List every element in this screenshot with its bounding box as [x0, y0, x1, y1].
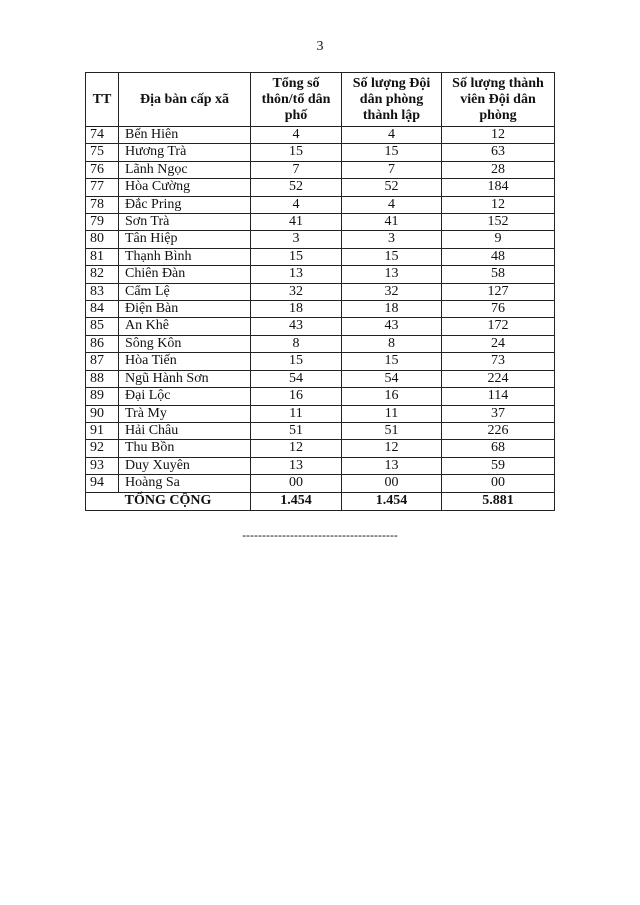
cell-teams: 4 — [342, 196, 442, 213]
cell-tt: 85 — [86, 318, 119, 335]
cell-members: 28 — [442, 161, 555, 178]
cell-tt: 80 — [86, 231, 119, 248]
table-row — [86, 144, 555, 161]
cell-villages: 8 — [251, 335, 342, 352]
cell-members: 12 — [442, 196, 555, 213]
cell-members: 224 — [442, 370, 555, 387]
cell-teams: 18 — [342, 301, 442, 318]
cell-area-name: Chiên Đàn — [119, 266, 251, 283]
cell-members: 48 — [442, 248, 555, 265]
cell-teams: 43 — [342, 318, 442, 335]
cell-area-name: Đại Lộc — [119, 388, 251, 405]
cell-tt: 91 — [86, 422, 119, 439]
cell-villages: 3 — [251, 231, 342, 248]
cell-tt: 76 — [86, 161, 119, 178]
cell-tt: 88 — [86, 370, 119, 387]
cell-area-name: Tân Hiệp — [119, 231, 251, 248]
cell-teams: 12 — [342, 440, 442, 457]
cell-villages: 16 — [251, 388, 342, 405]
cell-area-name: Thu Bồn — [119, 440, 251, 457]
table-row — [86, 475, 555, 492]
cell-villages: 13 — [251, 457, 342, 474]
cell-teams: 3 — [342, 231, 442, 248]
cell-teams: 16 — [342, 388, 442, 405]
cell-villages: 32 — [251, 283, 342, 300]
cell-tt: 78 — [86, 196, 119, 213]
cell-tt: 84 — [86, 301, 119, 318]
header-area: Địa bàn cấp xã — [119, 73, 251, 127]
cell-members: 152 — [442, 214, 555, 231]
cell-area-name: Hải Châu — [119, 422, 251, 439]
table-row — [86, 318, 555, 335]
cell-teams: 4 — [342, 127, 442, 144]
cell-area-name: Bến Hiên — [119, 127, 251, 144]
cell-area-name: Sơn Trà — [119, 214, 251, 231]
cell-tt: 82 — [86, 266, 119, 283]
cell-tt: 74 — [86, 127, 119, 144]
cell-members: 59 — [442, 457, 555, 474]
cell-members: 63 — [442, 144, 555, 161]
cell-members: 226 — [442, 422, 555, 439]
total-members: 5.881 — [442, 492, 555, 510]
cell-area-name: Hòa Cường — [119, 179, 251, 196]
table-row — [86, 370, 555, 387]
table-row — [86, 196, 555, 213]
cell-area-name: Đắc Pring — [119, 196, 251, 213]
cell-teams: 32 — [342, 283, 442, 300]
cell-members: 73 — [442, 353, 555, 370]
cell-teams: 7 — [342, 161, 442, 178]
cell-members: 184 — [442, 179, 555, 196]
table-row — [86, 440, 555, 457]
cell-villages: 43 — [251, 318, 342, 335]
cell-villages: 15 — [251, 353, 342, 370]
cell-members: 76 — [442, 301, 555, 318]
cell-area-name: Ngũ Hành Sơn — [119, 370, 251, 387]
page-number: 3 — [316, 39, 324, 54]
table-body — [86, 127, 555, 493]
cell-members: 58 — [442, 266, 555, 283]
header-teams: Số lượng Đội dân phòng thành lập — [342, 73, 442, 127]
cell-villages: 00 — [251, 475, 342, 492]
separator-line: --------------------------------------- — [242, 528, 398, 542]
cell-members: 9 — [442, 231, 555, 248]
table-row — [86, 283, 555, 300]
total-row — [86, 492, 555, 510]
cell-villages: 15 — [251, 248, 342, 265]
cell-villages: 52 — [251, 179, 342, 196]
cell-teams: 00 — [342, 475, 442, 492]
cell-teams: 54 — [342, 370, 442, 387]
cell-villages: 11 — [251, 405, 342, 422]
cell-tt: 93 — [86, 457, 119, 474]
table-row — [86, 301, 555, 318]
cell-teams: 15 — [342, 353, 442, 370]
cell-villages: 51 — [251, 422, 342, 439]
cell-members: 37 — [442, 405, 555, 422]
cell-members: 00 — [442, 475, 555, 492]
cell-villages: 12 — [251, 440, 342, 457]
table-row — [86, 127, 555, 144]
table-row — [86, 266, 555, 283]
cell-villages: 4 — [251, 196, 342, 213]
commune-statistics-table — [85, 72, 555, 511]
table-row — [86, 335, 555, 352]
cell-villages: 18 — [251, 301, 342, 318]
cell-tt: 79 — [86, 214, 119, 231]
cell-area-name: Hòa Tiến — [119, 353, 251, 370]
cell-villages: 4 — [251, 127, 342, 144]
cell-members: 24 — [442, 335, 555, 352]
cell-area-name: Lãnh Ngọc — [119, 161, 251, 178]
cell-area-name: Điện Bàn — [119, 301, 251, 318]
cell-villages: 13 — [251, 266, 342, 283]
cell-members: 172 — [442, 318, 555, 335]
table-row — [86, 214, 555, 231]
table-row — [86, 161, 555, 178]
table-row — [86, 248, 555, 265]
table-row — [86, 388, 555, 405]
cell-villages: 41 — [251, 214, 342, 231]
cell-tt: 81 — [86, 248, 119, 265]
total-label: TỔNG CỘNG — [86, 492, 251, 510]
cell-teams: 13 — [342, 266, 442, 283]
cell-teams: 15 — [342, 144, 442, 161]
cell-teams: 51 — [342, 422, 442, 439]
header-tt: TT — [86, 73, 119, 127]
cell-teams: 8 — [342, 335, 442, 352]
cell-villages: 15 — [251, 144, 342, 161]
cell-area-name: Trà My — [119, 405, 251, 422]
total-teams: 1.454 — [342, 492, 442, 510]
table-row — [86, 231, 555, 248]
cell-area-name: Cẩm Lệ — [119, 283, 251, 300]
cell-teams: 41 — [342, 214, 442, 231]
cell-tt: 86 — [86, 335, 119, 352]
cell-members: 68 — [442, 440, 555, 457]
cell-tt: 77 — [86, 179, 119, 196]
cell-area-name: An Khê — [119, 318, 251, 335]
cell-area-name: Sông Kôn — [119, 335, 251, 352]
cell-members: 12 — [442, 127, 555, 144]
cell-tt: 83 — [86, 283, 119, 300]
cell-area-name: Duy Xuyên — [119, 457, 251, 474]
cell-tt: 75 — [86, 144, 119, 161]
cell-teams: 15 — [342, 248, 442, 265]
table-row — [86, 457, 555, 474]
cell-members: 127 — [442, 283, 555, 300]
cell-area-name: Hương Trà — [119, 144, 251, 161]
cell-members: 114 — [442, 388, 555, 405]
cell-tt: 92 — [86, 440, 119, 457]
cell-teams: 52 — [342, 179, 442, 196]
cell-tt: 87 — [86, 353, 119, 370]
table-row — [86, 405, 555, 422]
header-members: Số lượng thành viên Đội dân phòng — [442, 73, 555, 127]
header-total-villages: Tổng số thôn/tổ dân phố — [251, 73, 342, 127]
table-row — [86, 422, 555, 439]
cell-tt: 94 — [86, 475, 119, 492]
cell-area-name: Thạnh Bình — [119, 248, 251, 265]
cell-tt: 90 — [86, 405, 119, 422]
table-row — [86, 353, 555, 370]
total-villages: 1.454 — [251, 492, 342, 510]
cell-teams: 13 — [342, 457, 442, 474]
cell-villages: 7 — [251, 161, 342, 178]
cell-villages: 54 — [251, 370, 342, 387]
table-row — [86, 179, 555, 196]
cell-teams: 11 — [342, 405, 442, 422]
cell-tt: 89 — [86, 388, 119, 405]
table-header-row — [86, 73, 555, 127]
cell-area-name: Hoàng Sa — [119, 475, 251, 492]
